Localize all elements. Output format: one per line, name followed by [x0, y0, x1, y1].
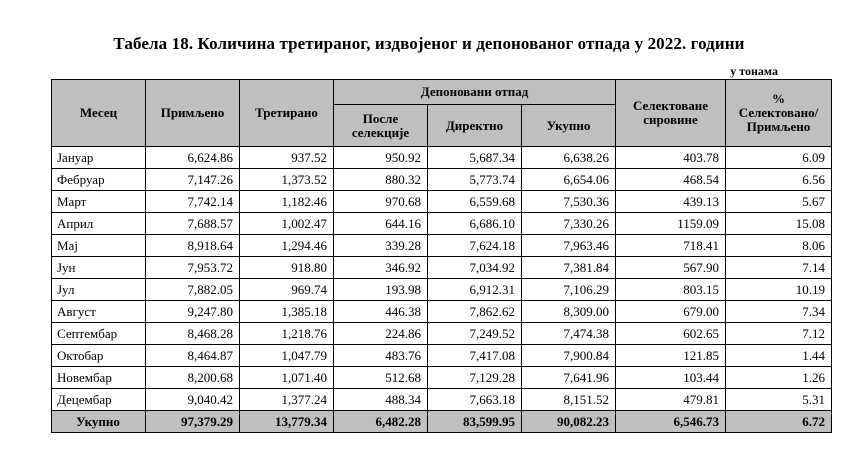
cell-month: Мај — [52, 235, 146, 257]
header-after-selection: После селекције — [334, 105, 428, 147]
cell-received: 7,882.05 — [146, 279, 240, 301]
header-treated: Третирано — [240, 80, 334, 147]
cell-direct: 7,663.18 — [428, 389, 522, 411]
cell-direct: 5,773.74 — [428, 169, 522, 191]
cell-selected-raw: 1159.09 — [616, 213, 726, 235]
cell-received: 8,200.68 — [146, 367, 240, 389]
cell-after-selection: 446.38 — [334, 301, 428, 323]
cell-percent: 10.19 — [726, 279, 832, 301]
cell-month: Новембар — [52, 367, 146, 389]
cell-percent: 15.08 — [726, 213, 832, 235]
header-deposited-group: Депоновани отпад — [334, 80, 616, 105]
cell-percent: 7.12 — [726, 323, 832, 345]
cell-treated: 1,385.18 — [240, 301, 334, 323]
cell-direct: 6,686.10 — [428, 213, 522, 235]
cell-direct: 5,687.34 — [428, 147, 522, 169]
cell-received: 9,040.42 — [146, 389, 240, 411]
cell-selected-raw: 803.15 — [616, 279, 726, 301]
cell-selected-raw: 439.13 — [616, 191, 726, 213]
cell-total: 7,330.26 — [522, 213, 616, 235]
cell-received: 8,918.64 — [146, 235, 240, 257]
cell-after-selection: 644.16 — [334, 213, 428, 235]
cell-received: 8,468.28 — [146, 323, 240, 345]
cell-after-selection: 346.92 — [334, 257, 428, 279]
table-row — [52, 301, 832, 323]
cell-direct: 7,249.52 — [428, 323, 522, 345]
header-total: Укупно — [522, 105, 616, 147]
cell-direct: 7,417.08 — [428, 345, 522, 367]
cell-after-selection: 970.68 — [334, 191, 428, 213]
waste-table — [51, 79, 832, 433]
header-selected-raw: Селектоване сировине — [616, 80, 726, 147]
cell-after-selection: 488.34 — [334, 389, 428, 411]
cell-percent: 7.34 — [726, 301, 832, 323]
cell-after-selection: 193.98 — [334, 279, 428, 301]
cell-total: 7,530.36 — [522, 191, 616, 213]
cell-total: 8,309.00 — [522, 301, 616, 323]
cell-received: 9,247.80 — [146, 301, 240, 323]
header-month: Месец — [52, 80, 146, 147]
cell-received: 7,147.26 — [146, 169, 240, 191]
cell-total: 6,654.06 — [522, 169, 616, 191]
cell-treated: 1,218.76 — [240, 323, 334, 345]
cell-total: 7,963.46 — [522, 235, 616, 257]
cell-total: 6,638.26 — [522, 147, 616, 169]
cell-direct: 6,559.68 — [428, 191, 522, 213]
cell-after-selection: 224.86 — [334, 323, 428, 345]
total-row — [52, 411, 832, 433]
cell-total: 7,381.84 — [522, 257, 616, 279]
cell-month: Март — [52, 191, 146, 213]
cell-received: 7,742.14 — [146, 191, 240, 213]
cell-received: 6,624.86 — [146, 147, 240, 169]
table-row — [52, 147, 832, 169]
cell-total: 7,106.29 — [522, 279, 616, 301]
cell-month: Септембар — [52, 323, 146, 345]
table-body — [52, 147, 832, 433]
cell-percent: 6.56 — [726, 169, 832, 191]
cell-selected-raw: 6,546.73 — [616, 411, 726, 433]
cell-selected-raw: 567.90 — [616, 257, 726, 279]
cell-selected-raw: 468.54 — [616, 169, 726, 191]
cell-month: Јул — [52, 279, 146, 301]
cell-after-selection: 6,482.28 — [334, 411, 428, 433]
cell-treated: 1,294.46 — [240, 235, 334, 257]
cell-direct: 6,912.31 — [428, 279, 522, 301]
cell-percent: 5.31 — [726, 389, 832, 411]
cell-month: Јун — [52, 257, 146, 279]
cell-percent: 5.67 — [726, 191, 832, 213]
cell-percent: 8.06 — [726, 235, 832, 257]
cell-month: Октобар — [52, 345, 146, 367]
table-row — [52, 389, 832, 411]
cell-percent: 6.09 — [726, 147, 832, 169]
cell-total: 7,641.96 — [522, 367, 616, 389]
cell-selected-raw: 403.78 — [616, 147, 726, 169]
cell-percent: 1.44 — [726, 345, 832, 367]
cell-treated: 918.80 — [240, 257, 334, 279]
cell-selected-raw: 602.65 — [616, 323, 726, 345]
cell-treated: 1,047.79 — [240, 345, 334, 367]
table-row — [52, 279, 832, 301]
cell-selected-raw: 718.41 — [616, 235, 726, 257]
cell-selected-raw: 479.81 — [616, 389, 726, 411]
cell-direct: 83,599.95 — [428, 411, 522, 433]
cell-treated: 937.52 — [240, 147, 334, 169]
cell-treated: 1,071.40 — [240, 367, 334, 389]
cell-treated: 969.74 — [240, 279, 334, 301]
cell-received: 97,379.29 — [146, 411, 240, 433]
table-row — [52, 191, 832, 213]
header-direct: Директно — [428, 105, 522, 147]
cell-total: 90,082.23 — [522, 411, 616, 433]
table-title: Табела 18. Количина третираног, издвојеног и депонованог отпада у 2022. години — [113, 34, 745, 53]
header-percent: % Селектовано/ Примљено — [726, 80, 832, 147]
cell-percent: 1.26 — [726, 367, 832, 389]
cell-selected-raw: 679.00 — [616, 301, 726, 323]
cell-direct: 7,862.62 — [428, 301, 522, 323]
table-row — [52, 345, 832, 367]
cell-month: Децембар — [52, 389, 146, 411]
cell-total: 8,151.52 — [522, 389, 616, 411]
cell-treated: 1,373.52 — [240, 169, 334, 191]
header-received: Примљено — [146, 80, 240, 147]
cell-percent: 7.14 — [726, 257, 832, 279]
cell-after-selection: 483.76 — [334, 345, 428, 367]
table-row — [52, 323, 832, 345]
cell-treated: 1,377.24 — [240, 389, 334, 411]
cell-after-selection: 512.68 — [334, 367, 428, 389]
cell-received: 7,688.57 — [146, 213, 240, 235]
cell-received: 8,464.87 — [146, 345, 240, 367]
cell-direct: 7,624.18 — [428, 235, 522, 257]
cell-month: Фебруар — [52, 169, 146, 191]
cell-treated: 1,002.47 — [240, 213, 334, 235]
table-row — [52, 367, 832, 389]
cell-month: Август — [52, 301, 146, 323]
cell-after-selection: 339.28 — [334, 235, 428, 257]
cell-total: 7,474.38 — [522, 323, 616, 345]
cell-selected-raw: 103.44 — [616, 367, 726, 389]
unit-label: у тонама — [730, 64, 778, 78]
table-row — [52, 235, 832, 257]
table-row — [52, 213, 832, 235]
cell-direct: 7,034.92 — [428, 257, 522, 279]
table-row — [52, 169, 832, 191]
cell-month: Април — [52, 213, 146, 235]
cell-selected-raw: 121.85 — [616, 345, 726, 367]
cell-percent: 6.72 — [726, 411, 832, 433]
cell-month: Јануар — [52, 147, 146, 169]
cell-month: Укупно — [52, 411, 146, 433]
table-row — [52, 257, 832, 279]
cell-after-selection: 950.92 — [334, 147, 428, 169]
cell-after-selection: 880.32 — [334, 169, 428, 191]
cell-treated: 1,182.46 — [240, 191, 334, 213]
cell-received: 7,953.72 — [146, 257, 240, 279]
cell-direct: 7,129.28 — [428, 367, 522, 389]
cell-total: 7,900.84 — [522, 345, 616, 367]
cell-treated: 13,779.34 — [240, 411, 334, 433]
